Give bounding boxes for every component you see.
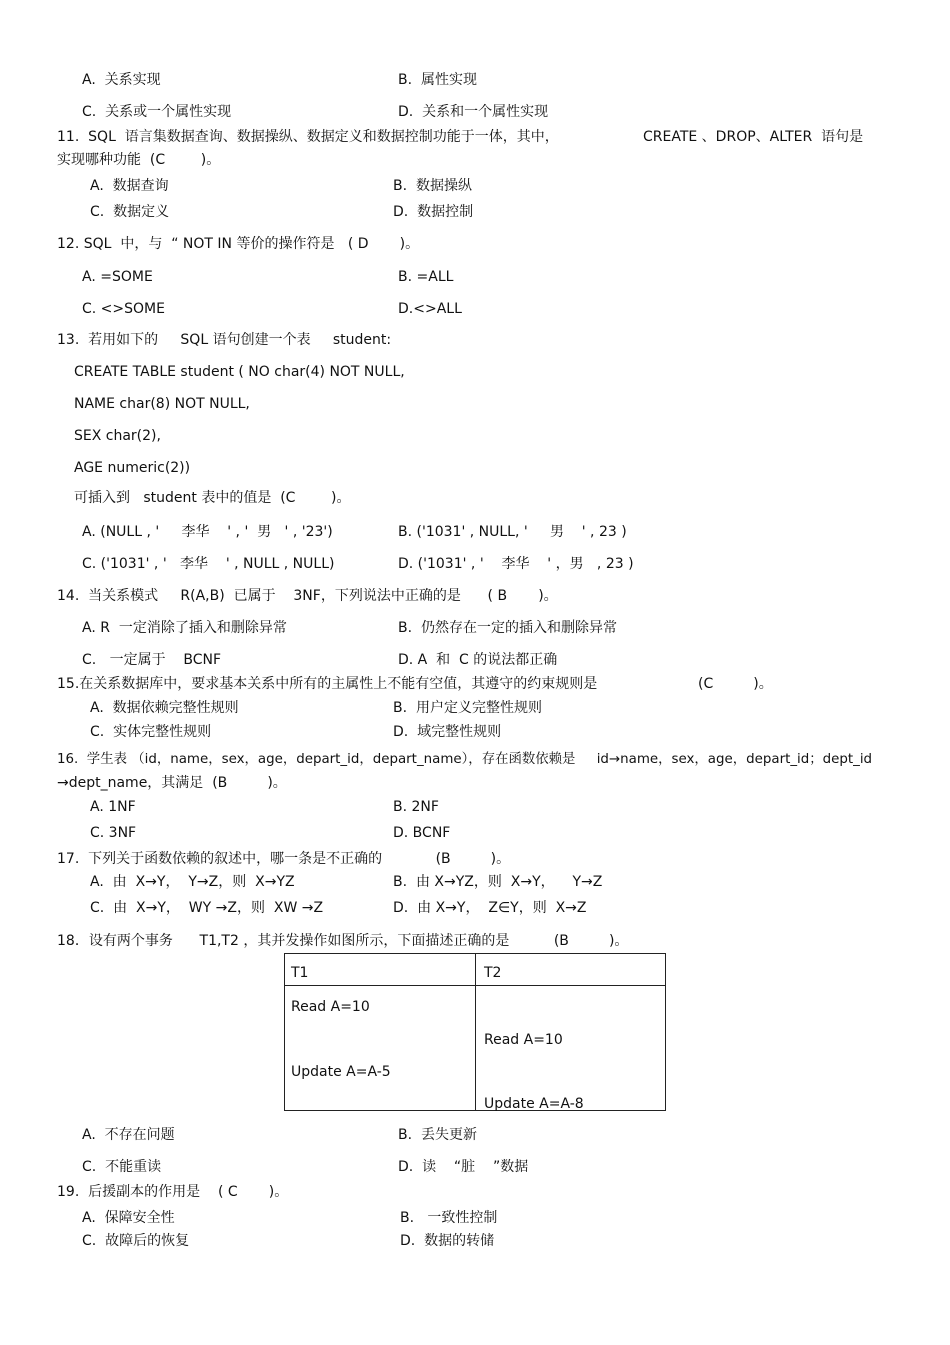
q16-stem-line1: 16. 学生表 （id，name，sex，age，depart_id，depart_name），存在函数依赖是 id→name，sex，age，depart_id；dept_id — [57, 752, 873, 767]
q12-option-c: C. <>SOME — [82, 301, 165, 317]
q10-option-b: B. 属性实现 — [398, 72, 477, 88]
q13-sql-line1: CREATE TABLE student ( NO char(4) NOT NULL, — [74, 364, 405, 380]
table-header-t2: T2 — [484, 965, 502, 981]
q13-option-b: B. ('1031' , NULL, ' 男 ' , 23 ) — [398, 524, 627, 540]
q13-sql-line2: NAME char(8) NOT NULL, — [74, 396, 250, 412]
t1-read: Read A=10 — [291, 999, 370, 1015]
q15-option-c: C. 实体完整性规则 — [90, 724, 212, 740]
table-column-divider — [475, 954, 476, 1110]
q18-stem: 18．设有两个事务 T1,T2 ，其并发操作如图所示，下面描述正确的是 (B )。 — [57, 933, 629, 949]
q12-option-b: B. =ALL — [398, 269, 454, 285]
q10-option-a: A. 关系实现 — [82, 72, 161, 88]
q15-option-d: D. 域完整性规则 — [393, 724, 502, 740]
q11-option-c: C. 数据定义 — [90, 204, 170, 220]
transaction-table — [284, 953, 666, 1111]
q13-option-d: D. ('1031' , ' 李华 ' ，男 , 23 ) — [398, 556, 634, 572]
q18-option-d: D. 读 “脏 ”数据 — [398, 1159, 529, 1175]
q19-option-a: A. 保障安全性 — [82, 1210, 175, 1226]
q11-option-d: D. 数据控制 — [393, 204, 474, 220]
q11-stem-line1: 11. SQL 语言集数据查询、数据操纵、数据定义和数据控制功能于一体，其中， — [57, 129, 559, 145]
q13-question: 可插入到 student 表中的值是 (C )。 — [74, 490, 351, 506]
q13-stem: 13. 若用如下的 SQL 语句创建一个表 student: — [57, 332, 392, 348]
q14-option-a: A. R 一定消除了插入和删除异常 — [82, 620, 287, 636]
q19-option-d: D. 数据的转储 — [400, 1233, 495, 1249]
q16-option-c: C. 3NF — [90, 825, 137, 841]
q16-option-d: D. BCNF — [393, 825, 451, 841]
q17-option-c: C. 由 X→Y， WY →Z，则 XW →Z — [90, 900, 324, 916]
q15-option-b: B. 用户定义完整性规则 — [393, 700, 542, 716]
q12-option-d: D.<>ALL — [398, 301, 462, 317]
q17-option-b: B. 由 X→YZ，则 X→Y， Y→Z — [393, 874, 603, 890]
q14-option-b: B. 仍然存在一定的插入和删除异常 — [398, 620, 617, 636]
table-header-divider — [285, 985, 665, 986]
q15-answer: (C )。 — [698, 676, 773, 692]
q12-stem: 12. SQL 中，与 “ NOT IN 等价的操作符是 ( D )。 — [57, 236, 420, 252]
q16-option-b: B. 2NF — [393, 799, 439, 815]
t1-update: Update A=A-5 — [291, 1064, 391, 1080]
q18-option-c: C. 不能重读 — [82, 1159, 162, 1175]
q18-option-a: A. 不存在问题 — [82, 1127, 175, 1143]
q13-option-a: A. (NULL , ' 李华 ' , ' 男 ' , '23') — [82, 524, 333, 540]
q11-option-b: B. 数据操纵 — [393, 178, 472, 194]
q16-stem-line2: →dept_name，其满足 (B )。 — [57, 775, 287, 791]
q10-option-d: D. 关系和一个属性实现 — [398, 104, 549, 120]
q14-option-d: D. A 和 C 的说法都正确 — [398, 652, 558, 668]
q17-stem: 17. 下列关于函数依赖的叙述中，哪一条是不正确的 (B )。 — [57, 851, 511, 867]
q17-option-d: D. 由 X→Y， Z∈Y，则 X→Z — [393, 900, 587, 916]
q19-option-b: B. 一致性控制 — [400, 1210, 498, 1226]
t2-read: Read A=10 — [484, 1032, 563, 1048]
table-header-t1: T1 — [291, 965, 309, 981]
q19-stem: 19. 后援副本的作用是 ( C )。 — [57, 1184, 289, 1200]
q14-option-c: C. 一定属于 BCNF — [82, 652, 222, 668]
q15-option-a: A. 数据依赖完整性规则 — [90, 700, 239, 716]
q11-option-a: A. 数据查询 — [90, 178, 169, 194]
q11-stem-line1-end: CREATE 、DROP、ALTER 语句是 — [643, 129, 864, 145]
q11-stem-line2: 实现哪种功能 (C )。 — [57, 152, 221, 168]
q13-option-c: C. ('1031' , ' 李华 ' , NULL , NULL) — [82, 556, 335, 572]
q10-option-c: C. 关系或一个属性实现 — [82, 104, 232, 120]
q17-option-a: A. 由 X→Y， Y→Z，则 X→YZ — [90, 874, 295, 890]
q16-option-a: A. 1NF — [90, 799, 136, 815]
q15-stem: 15.在关系数据库中，要求基本关系中所有的主属性上不能有空值，其遵守的约束规则是 — [57, 676, 598, 692]
q14-stem: 14. 当关系模式 R(A,B) 已属于 3NF，下列说法中正确的是 ( B )。 — [57, 588, 558, 604]
q19-option-c: C. 故障后的恢复 — [82, 1233, 190, 1249]
q13-sql-line3: SEX char(2), — [74, 428, 161, 444]
t2-update: Update A=A-8 — [484, 1096, 584, 1112]
q12-option-a: A. =SOME — [82, 269, 153, 285]
q18-option-b: B. 丢失更新 — [398, 1127, 477, 1143]
q13-sql-line4: AGE numeric(2)) — [74, 460, 191, 476]
